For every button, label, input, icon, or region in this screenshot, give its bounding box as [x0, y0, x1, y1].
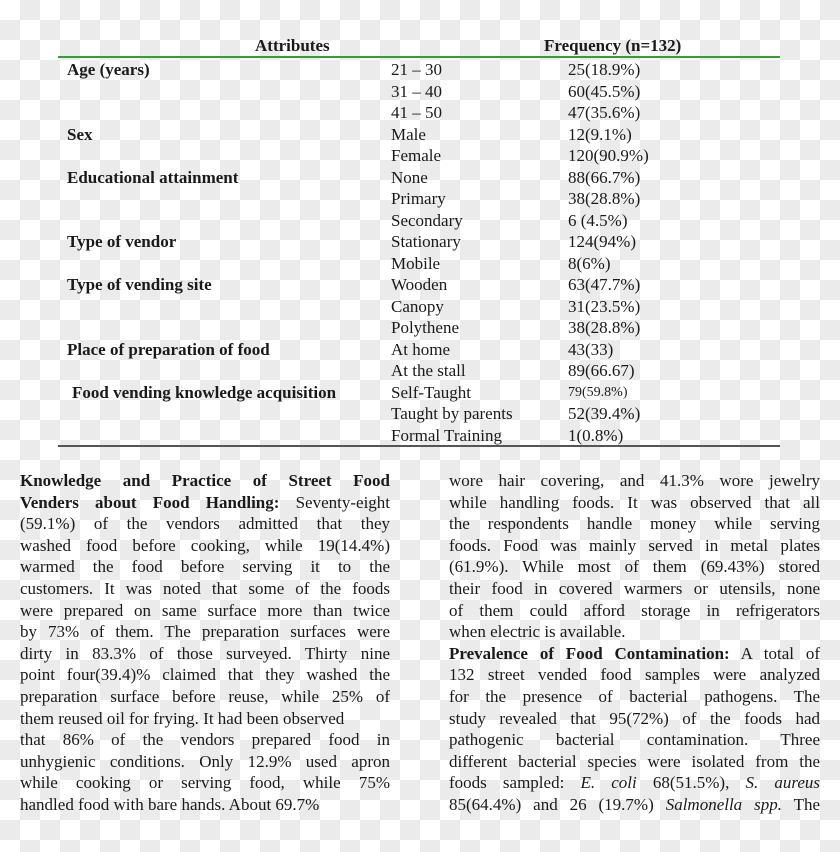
frequency-value: 38(28.8%) [568, 189, 641, 208]
frequency-value: 25(18.9%) [568, 60, 641, 79]
text-line: warmed the food before serving it to the [20, 557, 390, 577]
column-header-attributes: Attributes [255, 36, 330, 55]
attribute-label: Educational attainment [67, 167, 239, 187]
frequency-value: 8(6%) [568, 253, 611, 273]
option-label: Secondary [391, 210, 463, 230]
option-label: At the stall [391, 361, 466, 380]
text-line: when electric is available. [449, 622, 626, 642]
body-column-left [20, 470, 390, 816]
text-line: unhygienic conditions. Only 12.9% used apron [20, 751, 390, 771]
option-label: 41 – 50 [391, 103, 442, 122]
species-saureus: S. aureus [745, 773, 821, 793]
frequency-value: 12(9.1%) [568, 124, 632, 144]
text-line: washed food before cooking, while 19(14.4%) [20, 535, 390, 555]
text-line: while cooking or serving food, while 75% [20, 773, 390, 793]
option-label: 21 – 30 [391, 60, 442, 79]
table-row [0, 404, 840, 426]
attribute-label: Age (years) [67, 60, 150, 79]
section-heading-knowledge: Knowledge and Practice of Street Food [20, 471, 390, 490]
text-line: foods sampled: E. coli 68(51.5%), S. aureus [449, 773, 821, 793]
option-label: None [391, 167, 428, 187]
text-line: (59.1%) of the vendors admitted that they [20, 514, 390, 534]
species-ecoli: E. coli [580, 773, 637, 793]
text-line: Prevalence of Food Contamination: A total of [449, 643, 821, 663]
text-line: the respondents handle money while serving [449, 514, 820, 534]
text-line: were prepared on same surface more than twice [20, 600, 390, 620]
body-column-right [449, 470, 820, 816]
option-label: Formal Training [391, 425, 502, 445]
frequency-value: 60(45.5%) [568, 81, 641, 101]
table-row [0, 361, 840, 383]
table-row [0, 146, 840, 168]
frequency-value: 89(66.67) [568, 361, 635, 380]
option-label: Taught by parents [391, 404, 513, 423]
section-heading-prevalence: Prevalence of Food Contamination: [449, 643, 730, 663]
option-label: Female [391, 146, 442, 165]
text-line: handled food with bare hands. About 69.7% [20, 794, 320, 814]
option-label: At home [391, 339, 451, 359]
frequency-value: 47(35.6%) [568, 103, 641, 122]
attribute-label: Food vending knowledge acquisition [72, 382, 337, 402]
table-row [0, 82, 840, 104]
option-label: Wooden [391, 275, 448, 294]
text-line: point four(39.4)% claimed that they washed the [20, 665, 390, 685]
option-label: Stationary [391, 232, 461, 251]
table-row [0, 383, 840, 405]
section-heading-knowledge-cont: Venders about Food Handling: [20, 492, 280, 512]
frequency-value: 88(66.7%) [568, 167, 641, 187]
text-line: that 86% of the vendors prepared food in [20, 730, 390, 750]
table-top-rule [58, 56, 780, 58]
option-label: Primary [391, 189, 446, 208]
text-line: customers. It was noted that some of the foods [20, 578, 390, 598]
table-row [0, 125, 840, 147]
table-row [0, 211, 840, 233]
text-line: them reused oil for frying. It had been observed [20, 708, 345, 728]
option-label: Polythene [391, 318, 459, 337]
option-label: Male [391, 124, 426, 144]
table-row [0, 426, 840, 448]
text-line: Venders about Food Handling: Seventy-eight [20, 492, 391, 512]
attribute-label: Type of vending site [67, 275, 212, 294]
frequency-value: 43(33) [568, 339, 614, 359]
table-row [0, 189, 840, 211]
text-line: study revealed that 95(72%) of the foods had [449, 708, 820, 728]
option-label: Mobile [391, 253, 441, 273]
table-row [0, 103, 840, 125]
frequency-value: 6 (4.5%) [568, 210, 628, 230]
table-row [0, 254, 840, 276]
text-line: for the presence of bacterial pathogens. The [449, 686, 820, 706]
text-line: different bacterial species were isolated from the [449, 751, 820, 771]
table-bottom-rule [58, 445, 780, 447]
text-line: by 73% of them. The preparation surfaces were [20, 622, 390, 642]
column-header-frequency: Frequency (n=132) [544, 36, 682, 55]
text-line: while handling foods. It was observed that all [449, 492, 820, 512]
text-line: 85(64.4%) and 26 (19.7%) Salmonella spp. The [449, 794, 821, 814]
text-line: their food in covered warmers or utensils, none [449, 578, 820, 598]
text-line: wore hair covering, and 41.3% wore jewelry [449, 471, 820, 490]
species-salmonella: Salmonella spp. [665, 794, 782, 814]
text-line: 132 street vended food samples were analyzed [449, 665, 820, 685]
table-row [0, 318, 840, 340]
table-row [0, 60, 840, 82]
attribute-label: Type of vendor [67, 232, 177, 251]
frequency-value: 1(0.8%) [568, 425, 624, 445]
table-row [0, 232, 840, 254]
attribute-label: Place of preparation of food [67, 339, 270, 359]
attribute-label: Sex [67, 124, 93, 144]
table-row [0, 297, 840, 319]
table-row [0, 275, 840, 297]
frequency-value: 120(90.9%) [568, 146, 649, 165]
text-line: (61.9%). While most of them (69.43%) stored [449, 557, 820, 577]
frequency-value: 31(23.5%) [568, 296, 641, 316]
text-line: dirty in 83.3% of those surveyed. Thirty nine [20, 643, 390, 663]
frequency-value: 79(59.8%) [568, 384, 628, 400]
text-line: of them could afford storage in refrigerators [449, 600, 820, 620]
option-label: Self-Taught [391, 382, 472, 402]
option-label: Canopy [391, 296, 444, 316]
text-line: preparation surface before reuse, while 25% of [20, 686, 390, 706]
text-line: pathogenic bacterial contamination. Three [449, 730, 820, 750]
table-row [0, 168, 840, 190]
frequency-value: 38(28.8%) [568, 318, 641, 337]
option-label: 31 – 40 [391, 81, 442, 101]
text-line: foods. Food was mainly served in metal plates [449, 535, 820, 555]
frequency-value: 63(47.7%) [568, 275, 641, 294]
frequency-value: 52(39.4%) [568, 404, 641, 423]
frequency-value: 124(94%) [568, 232, 636, 251]
table-row [0, 340, 840, 362]
